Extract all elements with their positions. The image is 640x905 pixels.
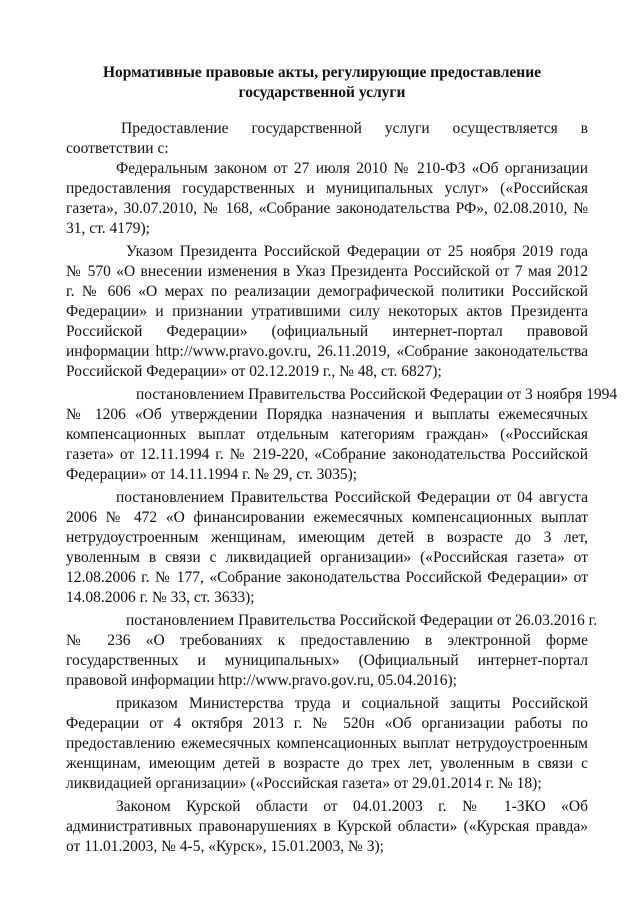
text-line: Федерации» от 14.11.1994 г. № 29, ст. 3035); bbox=[66, 466, 358, 483]
text-line: 2006 № 472 «О финансировании ежемесячных компенсационных выплат bbox=[66, 509, 588, 526]
text-line: женщинам, имеющим детей в возрасте до трех лет, уволенным в связи с bbox=[66, 755, 588, 772]
document-title-line-1: Нормативные правовые акты, регулирующие предоставление bbox=[102, 64, 542, 81]
text-line: Российской Федерации» от 02.12.2019 г., № 48, ст. 6827); bbox=[66, 363, 442, 380]
text-line: Федерации» и признании утратившими силу некоторых актов Президента bbox=[66, 303, 588, 320]
text-line: Указом Президента Российской Федерации от 25 ноября 2019 года bbox=[126, 243, 588, 260]
text-line: уволенным в связи с ликвидацией организации» («Российская газета» от bbox=[66, 549, 588, 566]
text-line: 14.08.2006 г. № 33, ст. 3633); bbox=[66, 589, 255, 606]
text-line: приказом Министерства труда и социальной защиты Российской bbox=[116, 695, 588, 712]
text-line: постановлением Правительства Российской Федерации от 04 августа bbox=[116, 489, 588, 506]
text-line: от 11.01.2003, № 4-5, «Курск», 15.01.2003, № 3); bbox=[66, 838, 384, 855]
text-line: административных правонарушениях в Курской области» («Курская правда» bbox=[66, 818, 588, 835]
text-line: № 1206 «Об утверждении Порядка назначения и выплаты ежемесячных bbox=[66, 406, 588, 423]
text-line: № 236 «О требованиях к предоставлению в электронной форме bbox=[66, 632, 588, 649]
text-line: газета» от 12.11.1994 г. № 219-220, «Собрание законодательства Российской bbox=[66, 446, 588, 463]
document-title bbox=[100, 63, 544, 103]
text-line: нетрудоустроенным женщинам, имеющим детей в возрасте до 3 лет, bbox=[66, 529, 588, 546]
text-line: Федеральным законом от 27 июля 2010 № 210-ФЗ «Об организации bbox=[116, 160, 588, 177]
text-line: государственных и муниципальных» (Официальный интернет-портал bbox=[66, 652, 588, 669]
text-line: предоставлению ежемесячных компенсационных выплат нетрудоустроенным bbox=[66, 735, 588, 752]
document-title-line-2: государственной услуги bbox=[238, 84, 406, 101]
text-line: соответствии с: bbox=[66, 140, 169, 157]
text-line: Предоставление государственной услуги осуществляется в bbox=[121, 120, 588, 137]
text-line: правовой информации http://www.pravo.gov.ru, 05.04.2016); bbox=[66, 672, 457, 689]
text-line: 12.08.2006 г. № 177, «Собрание законодательства Российской Федерации» от bbox=[66, 569, 588, 586]
text-line: № 570 «О внесении изменения в Указ Президента Российской от 7 мая 2012 bbox=[66, 263, 588, 280]
text-line: компенсационных выплат отдельным категориям граждан» («Российская bbox=[66, 426, 588, 443]
text-line: 31, ст. 4179); bbox=[66, 220, 150, 237]
text-line: г. № 606 «О мерах по реализации демографической политики Российской bbox=[66, 283, 588, 300]
text-line: постановлением Правительства Российской Федерации от 26.03.2016 г. bbox=[126, 612, 598, 629]
text-line: информации http://www.pravo.gov.ru, 26.11.2019, «Собрание законодательства bbox=[66, 343, 588, 360]
text-line: ликвидацией организации» («Российская газета» от 29.01.2014 г. № 18); bbox=[66, 775, 542, 792]
text-line: Законом Курской области от 04.01.2003 г. № 1-ЗКО «Об bbox=[116, 798, 588, 815]
text-line: Российской Федерации» (официальный интернет-портал правовой bbox=[66, 323, 588, 340]
text-line: Федерации от 4 октября 2013 г. № 520н «Об организации работы по bbox=[66, 715, 588, 732]
text-line: предоставления государственных и муниципальных услуг» («Российская bbox=[66, 180, 588, 197]
text-line: постановлением Правительства Российской Федерации от 3 ноября 1994 bbox=[136, 386, 618, 403]
text-line: газета», 30.07.2010, № 168, «Собрание законодательства РФ», 02.08.2010, № bbox=[66, 200, 588, 217]
